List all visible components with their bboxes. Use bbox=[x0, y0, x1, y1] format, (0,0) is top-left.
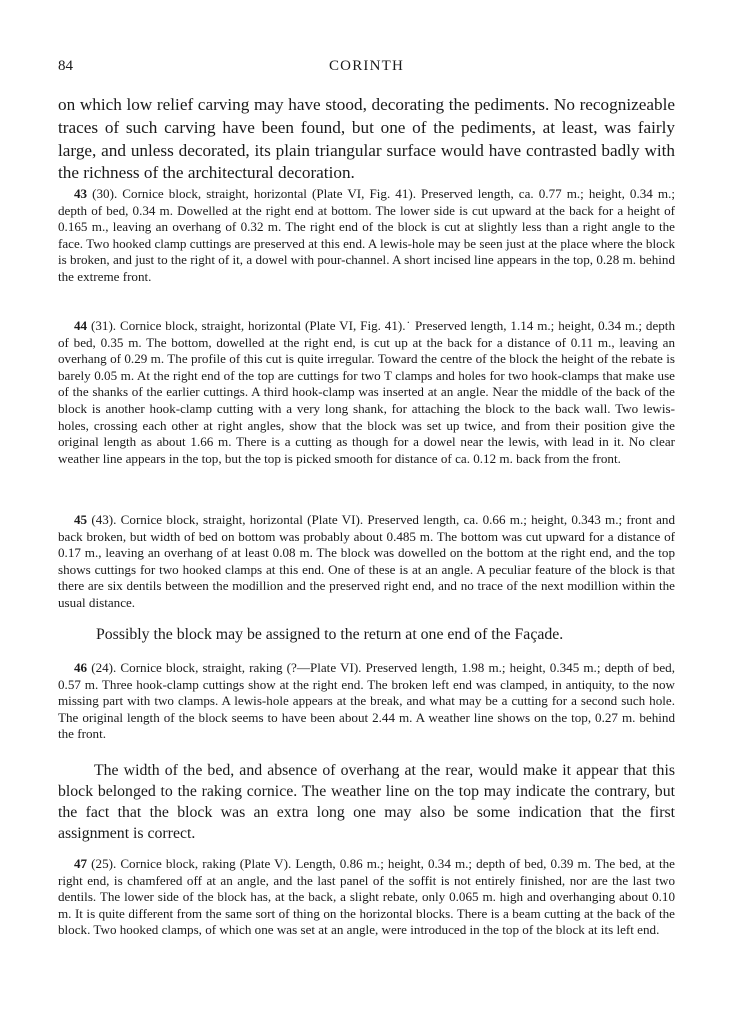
catalogue-entry-45 bbox=[58, 512, 675, 612]
catalogue-entry-43 bbox=[58, 186, 675, 286]
entry-text: (24). Cornice block, straight, raking (?—Plate VI). Preserved length, 1.98 m.; height, 0.345 m.; depth of bed, 0.57 m. Three hook-clamp cuttings show at the right end. The broken left end was clamped, in antiquity, to the now missing part with two clamps. A lewis-hole appears at the break, and what may be a cutting for a second such hole. The original length of the block seems to have been about 2.44 m. A weather line shows on the top, 0.27 m. behind the front. bbox=[58, 660, 675, 742]
entry-number: 43 bbox=[74, 186, 88, 201]
page-number: 84 bbox=[58, 58, 73, 74]
entry-number: 47 bbox=[74, 856, 88, 871]
catalogue-entry-47 bbox=[58, 856, 675, 939]
intro-paragraph: on which low relief carving may have stood, decorating the pediments. No recognizeable traces of such carving have been found, but one of the pediments, at least, was fairly large, and unless decorated, its plain triangular surface would have contrasted badly with the richness of the architectural decoration. bbox=[58, 95, 675, 183]
return-note-paragraph: Possibly the block may be assigned to the return at one end of the Façade. bbox=[96, 626, 564, 643]
catalogue-entry-46 bbox=[58, 660, 675, 743]
entry-text: (30). Cornice block, straight, horizontal (Plate VI, Fig. 41). Preserved length, ca. 0.77 m.; height, 0.34 m.; depth of bed, 0.34 m. Dowelled at the right end at bottom. The lower side is cut upward at the back for a height of 0.165 m., leaving an overhang of 0.32 m. The right end of the block is cut at slightly less than a right angle to the face. Two hooked clamp cuttings are preserved at this end. A lewis-hole may be seen just at the place where the block is broken, and just to the right of it, a dowel with pour-channel. A short incised line appears in the top, 0.28 m. behind the extreme front. bbox=[58, 186, 675, 284]
entry-number: 44 bbox=[74, 318, 88, 333]
entry-text: (25). Cornice block, raking (Plate V). Length, 0.86 m.; height, 0.34 m.; depth of bed, 0.39 m. The bed, at the right end, is chamfered off at an angle, and the last panel of the soffit is not entirely finished, nor are the last two dentils. The lower side of the block has, at the back, a slight rebate, only 0.065 m. high and overhanging about 0.10 m. It is quite different from the same sort of thing on the horizontal blocks. There is a beam cutting at the back of the block. Two hooked clamps, of which one was set at an angle, were introduced in the top of the block at its left end. bbox=[58, 856, 675, 938]
catalogue-entry-44 bbox=[58, 318, 675, 467]
raking-note-paragraph: The width of the bed, and absence of overhang at the rear, would make it appear that this block belonged to the raking cornice. The weather line on the top may indicate the contrary, but the fact that the block was an extra long one may also be some indication that the first assignment is correct. bbox=[58, 762, 675, 842]
entry-text: (43). Cornice block, straight, horizontal (Plate VI). Preserved length, ca. 0.66 m.; height, 0.343 m.; front and back broken, but width of bed on bottom was probably about 0.485 m. The bottom was cut upward for a distance of 0.17 m., leaving an overhang of at least 0.08 m. The block was dowelled on the bottom at the right end, and the top shows cuttings for two hooked clamps at this end. One of these is at an angle. A peculiar feature of the block is that there are six dentils between the modillion and the preserved right end, and no trace of the next modillion within the usual distance. bbox=[58, 512, 675, 610]
running-title: CORINTH bbox=[328, 58, 405, 74]
entry-number: 45 bbox=[74, 512, 88, 527]
entry-text: (31). Cornice block, straight, horizontal (Plate VI, Fig. 41).˙ Preserved length, 1.14 m.; height, 0.34 m.; depth of bed, 0.35 m. The bottom, dowelled at the right end, is cut up at the back for a distance of 0.11 m., leaving an overhang of 0.29 m. The profile of this cut is quite irregular. Toward the centre of the block the height of the rebate is barely 0.05 m. At the right end of the top are cuttings for two T clamps and holes for two hook-clamps that make use of the shanks of the earlier cuttings. A third hook-clamp was inserted at an angle. Near the middle of the back of the block is another hook-clamp cutting with a very long shank, for attaching the block to the back wall. Two lewis-holes, crossing each other at right angles, show that the block was set up twice, and from their position give the original length as about 1.66 m. There is a cutting as though for a dowel near the lewis, with lead in it. No clear weather line appears in the top, but the top is picked smooth for distance of ca. 0.12 m. back from the front. bbox=[58, 318, 675, 466]
entry-number: 46 bbox=[74, 660, 88, 675]
running-head bbox=[58, 58, 675, 82]
